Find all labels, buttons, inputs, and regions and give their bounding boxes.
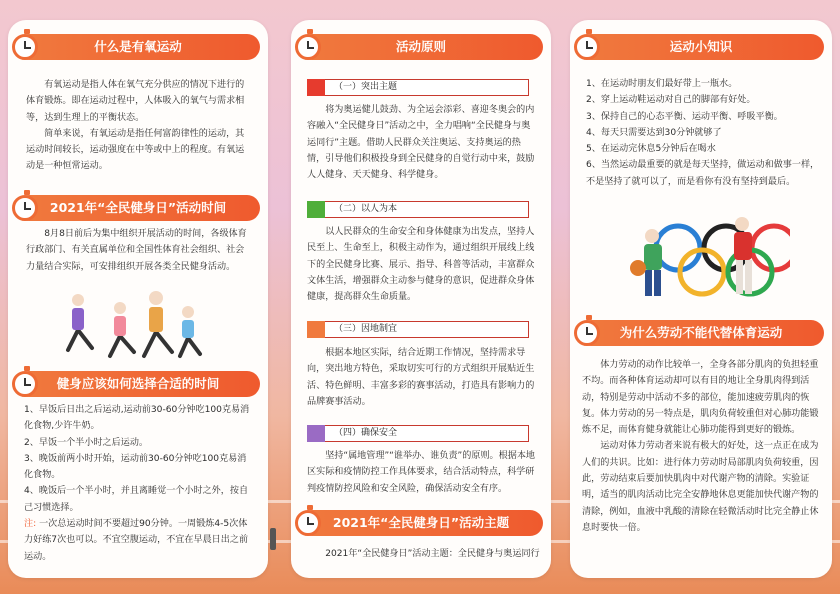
theme-text: 将为奥运健儿鼓劲、为全运会添彩、喜迎冬奥会的内容融入“全民健身日”活动之中，全力唱响“全民健身与奥运同行”主题。借助人民群众关注奥运、支持奥运的热情，引导他们积极投身到全民健身的自觉行动中来，鼓励人人健身、天天健身、科学健身。 [307,105,535,181]
list-item: 1、在运动时朋友们最好带上一瓶水。 [586,79,738,89]
subheading-people-first: （二）以人为本 [307,201,529,218]
stopwatch-icon [574,34,600,60]
list-item: 2、早饭一个半小时之后运动。 [24,437,149,448]
labor-vs-exercise-text: 体力劳动的动作比较单一，全身各部分肌肉的负担轻重不均。而各种体育运动却可以有目的地让全身肌肉得到活动，特别是劳动中活动不多的部位，能加速疲劳肌肉的恢复。体力劳动的另一特点是，肌肉负荷较重但对心肺功能锻炼不足，而体育健身就能让心肺功能得到更好的锻炼。 运动对体力劳动者来说有极大的好处，这一点正在成为人们的共识。比如：进行体力劳动时局部肌肉负荷较重，因此，劳动结束后要加快肌肉中对代谢产物的清除。实验证明，适当的肌肉活动比完全安静地休息更能加快代谢产物的清除，例如，血液中乳酸的清除在轻微活动时比完全静止休息时要快一倍。 [582,360,819,533]
panel-right [570,20,832,578]
section-header-fitness-day-time: 2021年“全民健身日”活动时间 [16,195,260,221]
runners-illustration [48,290,208,362]
list-item: 4、晚饭后一个半小时，并且离睡觉一个小时之外，按自己习惯选择。 [24,486,249,513]
stopwatch-icon [295,34,321,60]
local-conditions-text: 根据本地区实际，结合近期工作情况，坚持需求导向，突出地方特色，采取切实可行的方式组织开展贴近生活、特色鲜明、丰富多彩的赛事活动，打造具有影响力的品牌赛事活动。 [307,348,535,407]
tips-list [586,76,822,190]
stopwatch-icon [12,34,38,60]
safety-text: 坚持“属地管理”“谁举办、谁负责”的原则。根据本地区实际和疫情防控工作具体要求，结合活动特点，科学研判疫情防控风险和安全风险，确保活动安全有序。 [307,451,536,494]
list-item: 3、保持自己的心态平衡、运动平衡、呼吸平衡。 [586,111,783,122]
section-header-fitness-day-theme: 2021年“全民健身日”活动主题 [299,510,543,536]
panel-left [8,20,268,578]
section-header-labor-vs-exercise: 为什么劳动不能代替体育运动 [578,320,824,346]
list-item: 6、当然运动最重要的就是每天坚持，做运动和做事一样，不是坚持了就可以了，而是看你有没有坚持到最后。 [586,160,820,187]
exercise-time-list [24,402,252,565]
fitness-day-theme-text: 2021年“全民健身日”活动主题：全民健身与奥运同行 [325,549,540,559]
stopwatch-icon [12,195,38,221]
list-item: 5、在运动完休息5分钟后在喝水 [586,144,716,155]
stopwatch-icon [12,371,38,397]
list-item: 1、早饭后日出之后运动,运动前30-60分钟吃100克易消化食物,少许牛奶。 [24,405,250,432]
subheading-local-conditions: （三）因地制宜 [307,321,529,338]
olympic-rings-illustration [630,208,790,308]
section-header-aerobic: 什么是有氧运动 [16,34,260,60]
scrollbar-thumb[interactable] [270,528,276,550]
list-item: 3、晚饭前两小时开始，运动前30-60分钟吃100克易消化食物。 [24,453,247,481]
note: 注: 一次总运动时间不要超过90分钟。一周锻炼4-5次体力好练7次也可以。不宜空腹运动，不宜在早晨日出之前运动。 [24,519,249,562]
people-first-text: 以人民群众的生命安全和身体健康为出发点，坚持人民至上、生命至上，积极主动作为，通过组织开展线上线下的全民健身比赛、展示、指导、科普等活动，丰富群众文体生活，增强群众主动参与健身的意识，促进群众身体健康，提高群众生命质量。 [307,227,535,303]
list-item: 2、穿上运动鞋运动对自己的脚部有好处。 [586,95,756,106]
stopwatch-icon [574,320,600,346]
section-header-principles: 活动原则 [299,34,543,60]
panel-middle [291,20,551,578]
stopwatch-icon [295,510,321,536]
section-header-tips: 运动小知识 [578,34,824,60]
subheading-theme: （一）突出主题 [307,79,529,96]
subheading-safety: （四）确保安全 [307,425,529,442]
section-header-exercise-time: 健身应该如何选择合适的时间 [16,371,260,397]
fitness-day-time-text: 8月8日前后为集中组织开展活动的时间，各级体育行政部门、有关直属单位和全国性体育社会组织、社会力量结合实际，可安排组织开展各类全民健身活动。 [26,229,247,272]
aerobic-description: 有氧运动是指人体在氧气充分供应的情况下进行的体育锻炼。即在运动过程中，人体吸入的氧气与需求相等，达到生理上的平衡状态。 简单来说，有氧运动是指任何富韵律性的运动，其运动时间较长，运动强度在中等或中上的程度。有氧运动是一种恒常运动。 [26,80,245,172]
list-item: 4、每天只需要达到30分钟就够了 [586,127,722,138]
